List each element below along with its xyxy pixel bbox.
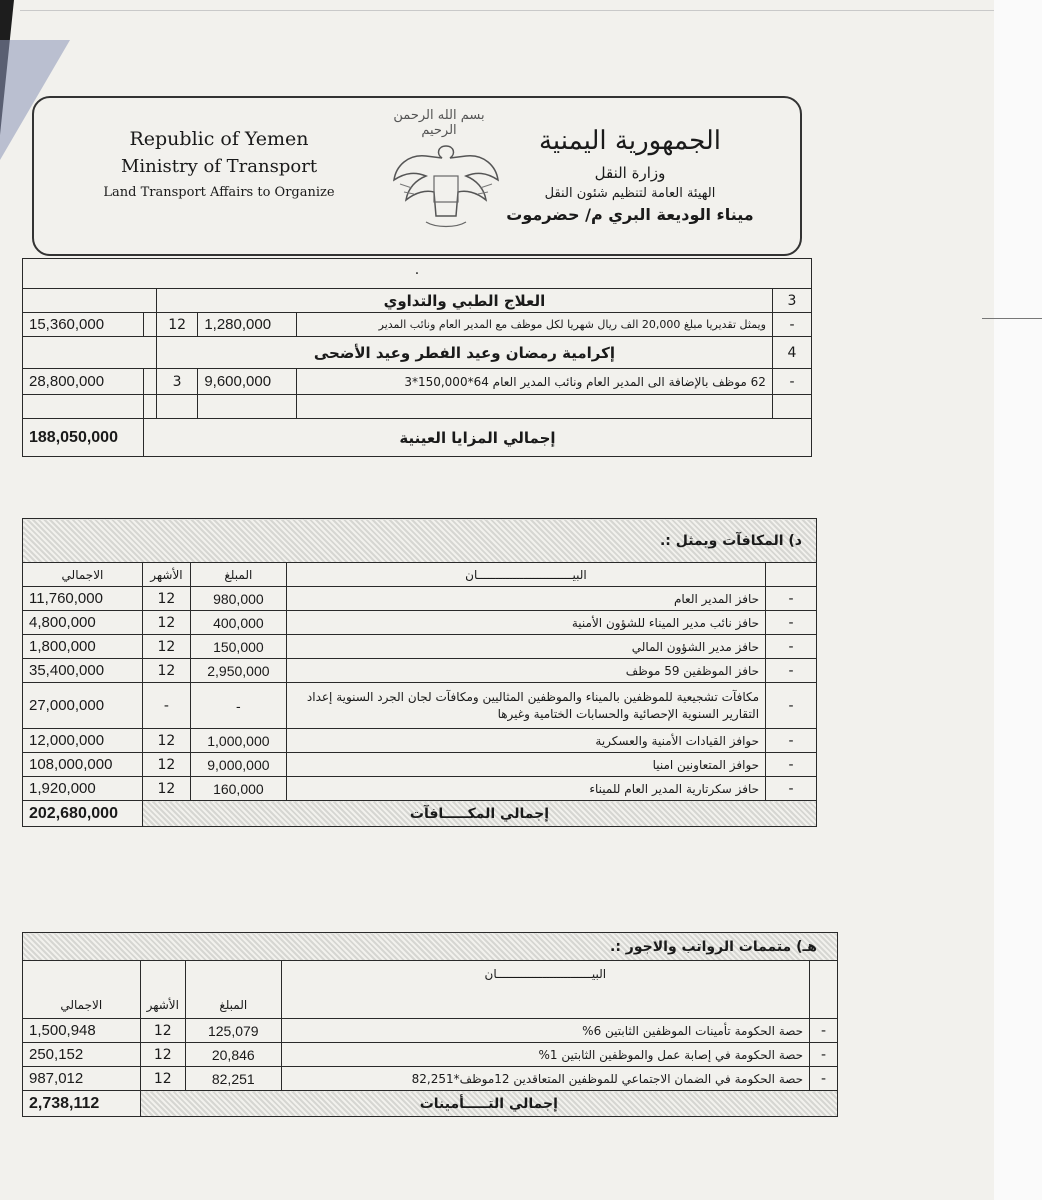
col-header-months: الأشهر bbox=[142, 563, 190, 587]
row-amount: 160,000 bbox=[190, 777, 286, 801]
col-header-total: الاجمالي bbox=[23, 563, 143, 587]
table-row bbox=[23, 611, 817, 635]
row-dash: - bbox=[766, 753, 817, 777]
rewards-total-value: 202,680,000 bbox=[23, 801, 143, 827]
row-months: 12 bbox=[140, 1043, 185, 1067]
supplements-total-value: 2,738,112 bbox=[23, 1091, 141, 1117]
row-dash: - bbox=[766, 777, 817, 801]
row-description: حافز الموظفين 59 موظف bbox=[286, 659, 765, 683]
row-amount: 1,000,000 bbox=[190, 729, 286, 753]
table-row bbox=[23, 635, 817, 659]
row-amount: 2,950,000 bbox=[190, 659, 286, 683]
item3-amount: 1,280,000 bbox=[198, 313, 297, 337]
row-amount: 20,846 bbox=[185, 1043, 281, 1067]
supplements-section-title: هـ) متممات الرواتب والاجور :. bbox=[23, 933, 838, 961]
row-total: 35,400,000 bbox=[23, 659, 143, 683]
row-dash: - bbox=[810, 1019, 838, 1043]
row-months: 12 bbox=[142, 587, 190, 611]
benefits-total-label: إجمالي المزايا العينية bbox=[143, 419, 811, 457]
row-description: حافز المدير العام bbox=[286, 587, 765, 611]
row-amount: 9,000,000 bbox=[190, 753, 286, 777]
row-months: 12 bbox=[142, 659, 190, 683]
letterhead bbox=[32, 96, 802, 256]
col-header-amount: المبلغ bbox=[190, 563, 286, 587]
ministry-name-en: Ministry of Transport bbox=[120, 156, 318, 177]
row-dash: - bbox=[766, 683, 817, 729]
table-row bbox=[23, 801, 817, 827]
row-description: حوافز المتعاونين امنيا bbox=[286, 753, 765, 777]
row-months: 12 bbox=[142, 729, 190, 753]
authority-name-en: Land Transport Affairs to Organize bbox=[103, 185, 335, 200]
row-amount: 150,000 bbox=[190, 635, 286, 659]
item4-title: إكرامية رمضان وعيد الفطر وعيد الأضحى bbox=[156, 337, 772, 369]
table-row bbox=[23, 587, 817, 611]
row-months: 12 bbox=[142, 635, 190, 659]
row-description: حافز مدير الشؤون المالي bbox=[286, 635, 765, 659]
row-total: 108,000,000 bbox=[23, 753, 143, 777]
row-months: 12 bbox=[142, 777, 190, 801]
table-row bbox=[23, 1067, 838, 1091]
benefits-table bbox=[22, 258, 812, 457]
row-dash: - bbox=[766, 611, 817, 635]
item3-total: 15,360,000 bbox=[23, 313, 144, 337]
row-description: مكافآت تشجيعية للموظفين بالميناء والموظفين المثاليين ومكافآت لجان الجرد السنوية إعداد التقارير السنوية الإحصائية والحسابات الختامية وغيرها bbox=[286, 683, 765, 729]
row-total: 1,920,000 bbox=[23, 777, 143, 801]
table-row bbox=[23, 933, 838, 961]
col-header-description: البيـــــــــــــــــــــــــــان bbox=[286, 563, 765, 587]
table-row bbox=[23, 683, 817, 729]
row-total: 1,800,000 bbox=[23, 635, 143, 659]
port-name-ar: ميناء الوديعة البري م/ حضرموت bbox=[506, 205, 754, 224]
table-header-row bbox=[23, 563, 817, 587]
supplements-total-label: إجمالي التـــــأمينات bbox=[140, 1091, 837, 1117]
table-row bbox=[23, 289, 812, 313]
rewards-table bbox=[22, 518, 817, 827]
row-dash: - bbox=[766, 729, 817, 753]
row-amount: 82,251 bbox=[185, 1067, 281, 1091]
ministry-name-ar: وزارة النقل bbox=[594, 164, 666, 182]
row-description: حصة الحكومة في إصابة عمل والموظفين الثابتين 1% bbox=[281, 1043, 810, 1067]
table-row bbox=[23, 519, 817, 563]
table-row bbox=[23, 729, 817, 753]
item4-amount: 9,600,000 bbox=[198, 369, 297, 395]
table-row bbox=[23, 395, 812, 419]
country-name-ar: الجمهورية اليمنية bbox=[538, 126, 722, 156]
row-months: 12 bbox=[140, 1019, 185, 1043]
item4-months: 3 bbox=[156, 369, 197, 395]
table-row bbox=[23, 1043, 838, 1067]
item4-number: 4 bbox=[772, 337, 811, 369]
authority-name-ar: الهيئة العامة لتنظيم شئون النقل bbox=[544, 186, 716, 201]
table-row bbox=[23, 419, 812, 457]
row-total: 1,500,948 bbox=[23, 1019, 141, 1043]
row-months: 12 bbox=[142, 611, 190, 635]
item3-months: 12 bbox=[156, 313, 197, 337]
letterhead-arabic bbox=[480, 126, 780, 224]
row-amount: - bbox=[190, 683, 286, 729]
table-row bbox=[23, 659, 817, 683]
letterhead-english bbox=[94, 128, 344, 200]
item3-title: العلاج الطبي والتداوي bbox=[156, 289, 772, 313]
row-total: 987,012 bbox=[23, 1067, 141, 1091]
row-dash: - bbox=[766, 635, 817, 659]
row-amount: 125,079 bbox=[185, 1019, 281, 1043]
table-row bbox=[23, 777, 817, 801]
basmala: بسم الله الرحمن الرحيم bbox=[393, 108, 485, 138]
col-header-amount: المبلغ bbox=[185, 961, 281, 1019]
item4-description: 62 موظف بالإضافة الى المدير العام ونائب المدير العام 64*150,000*3 bbox=[297, 369, 773, 395]
item3-description: ويمثل تقديريا مبلغ 20,000 الف ريال شهريا لكل موظف مع المدير العام ونائب المدير bbox=[297, 313, 773, 337]
row-description: حوافز القيادات الأمنية والعسكرية bbox=[286, 729, 765, 753]
row-description: حصة الحكومة في الضمان الاجتماعي للموظفين المتعاقدين 12موظف*82,251 bbox=[281, 1067, 810, 1091]
row-dash: - bbox=[810, 1043, 838, 1067]
row-description: حافز نائب مدير الميناء للشؤون الأمنية bbox=[286, 611, 765, 635]
row-total: 250,152 bbox=[23, 1043, 141, 1067]
table-row bbox=[23, 753, 817, 777]
rewards-total-label: إجمالي المكـــــافآت bbox=[142, 801, 816, 827]
row-dash: - bbox=[810, 1067, 838, 1091]
table-row: · bbox=[23, 259, 812, 289]
row-total: 4,800,000 bbox=[23, 611, 143, 635]
benefits-total-value: 188,050,000 bbox=[23, 419, 144, 457]
table-header-row bbox=[23, 961, 838, 1019]
row-dash: - bbox=[766, 659, 817, 683]
table-row bbox=[23, 1091, 838, 1117]
item3-number: 3 bbox=[772, 289, 811, 313]
rewards-section-title: د) المكافآت ويمثل :. bbox=[23, 519, 817, 563]
item4-total: 28,800,000 bbox=[23, 369, 144, 395]
item3-dash: - bbox=[772, 313, 811, 337]
col-header-description: البيـــــــــــــــــــــــــــان bbox=[281, 961, 810, 1019]
row-total: 27,000,000 bbox=[23, 683, 143, 729]
col-header-total: الاجمالي bbox=[23, 961, 141, 1019]
row-months: - bbox=[142, 683, 190, 729]
table-row bbox=[23, 313, 812, 337]
row-months: 12 bbox=[140, 1067, 185, 1091]
row-total: 12,000,000 bbox=[23, 729, 143, 753]
col-header-months: الأشهر bbox=[140, 961, 185, 1019]
row-amount: 400,000 bbox=[190, 611, 286, 635]
row-description: حافز سكرتارية المدير العام للميناء bbox=[286, 777, 765, 801]
row-months: 12 bbox=[142, 753, 190, 777]
item4-dash: - bbox=[772, 369, 811, 395]
row-total: 11,760,000 bbox=[23, 587, 143, 611]
supplements-table bbox=[22, 932, 838, 1117]
country-name-en: Republic of Yemen bbox=[129, 128, 309, 150]
table-row bbox=[23, 369, 812, 395]
row-description: حصة الحكومة تأمينات الموظفين الثابتين 6% bbox=[281, 1019, 810, 1043]
row-dash: - bbox=[766, 587, 817, 611]
table-row bbox=[23, 337, 812, 369]
row-amount: 980,000 bbox=[190, 587, 286, 611]
table-row bbox=[23, 1019, 838, 1043]
